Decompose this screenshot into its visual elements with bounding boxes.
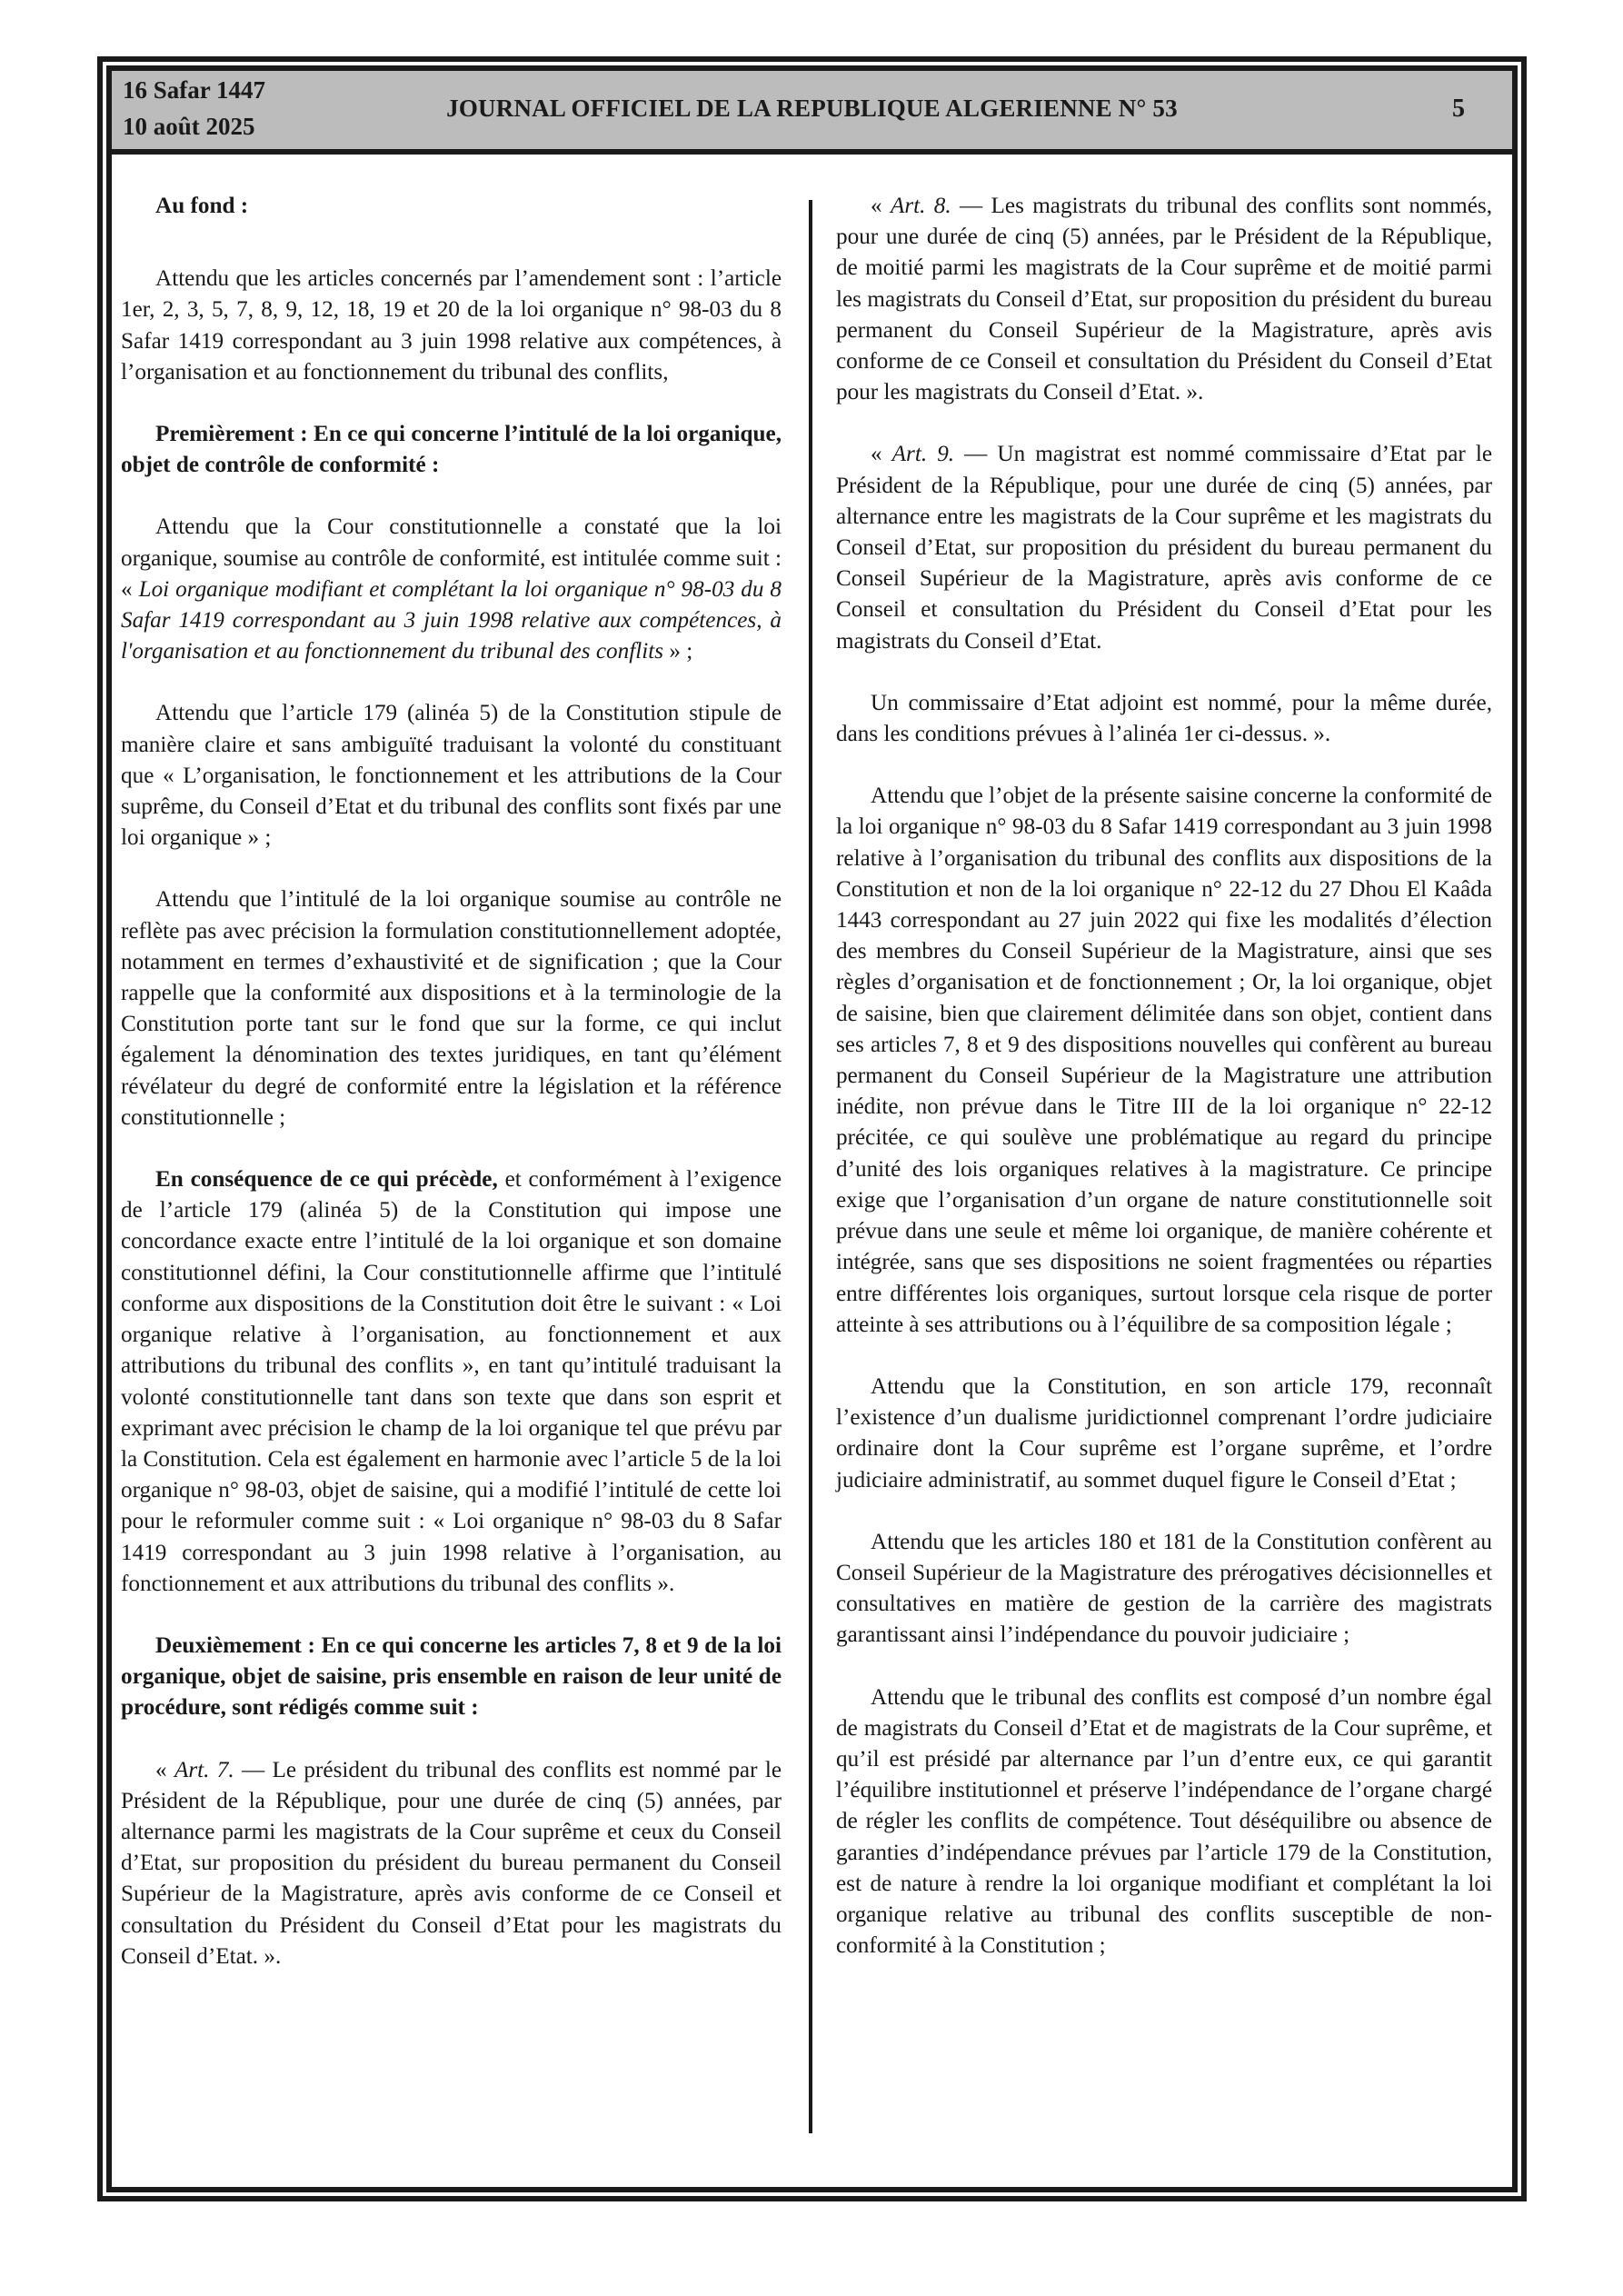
bold-lead: En conséquence de ce qui précède, [155,1167,498,1193]
journal-title: JOURNAL OFFICIEL DE LA REPUBLIQUE ALGERIENNE N° 53 [446,95,1178,122]
quote-open: « [871,194,891,218]
heading-premierement: Premièrement : En ce qui concerne l’intitulé de la loi organique, objet de contrôle de conformité : [121,422,782,478]
text: » ; [663,639,693,664]
text: — Le président du tribunal des conflits est nommé par le Président de la République, pour une durée de cinq (5) années, par alternance parmi les magistrats de la Cour suprême et ceux du Conseil d’Etat, sur proposition du président du bureau permanent du Conseil Supérieur de la Magistrature, après avis conforme de ce Conseil et consultation du Président du Conseil d’Etat pour les magistrats du Conseil d’Etat. ». [121,1757,782,1969]
page-header [112,71,1512,155]
paragraph-intitule-constate [121,512,782,667]
paragraph-article-179: Attendu que l’article 179 (alinéa 5) de la Constitution stipule de manière claire et sans ambiguïté traduisant la volonté du constituant que « L’organisation, le fonctionnement et les attributions de la Cour suprême, du Conseil d’Etat et du tribunal des conflits sont fixés par une loi organique » ; [121,701,782,851]
article-8 [836,191,1492,408]
hijri-date: 16 Safar 1447 [123,76,266,104]
section-heading-au-fond: Au fond : [155,194,249,218]
article-7 [121,1755,782,1972]
quote-open: « [155,1757,174,1782]
column-divider [809,200,812,2133]
quoted-title: Loi organique modifiant et complétant la loi organique n° 98-03 du 8 Safar 1419 correspondant au 3 juin 1998 relative aux compétences, à l'organisation et au fonctionnement du tribunal des conflits [121,576,782,664]
gregorian-date: 10 août 2025 [123,113,255,140]
paragraph-articles-180-181: Attendu que les articles 180 et 181 de la Constitution confèrent au Conseil Supérieur de la Magistrature des prérogatives décisionnelles et consultatives en matière de gestion de la carrière des magistrats garantissant ainsi l’indépendance du pouvoir judiciaire ; [836,1529,1492,1648]
paragraph-intitule-precision: Attendu que l’intitulé de la loi organique soumise au contrôle ne reflète pas avec précision la formulation constitutionnellement adoptée, notamment en termes d’exhaustivité et de signification ; que la Cour rappelle que la conformité aux dispositions et à la terminologie de la Constitution porte tant sur le fond que sur la forme, ce qui inclut également la dénomination des textes juridiques, en tant qu’élément révélateur du degré de conformité entre la législation et la référence constitutionnelle ; [121,887,782,1130]
left-column [121,191,782,2003]
article-label: Art. 8. [890,194,951,218]
paragraph-objet-saisine: Attendu que l’objet de la présente saisine concerne la conformité de la loi organique n° 98-03 du 8 Safar 1419 correspondant au 3 juin 1998 relative à l’organisation du tribunal des conflits aux dispositions de la Constitution et non de la loi organique n° 22-12 du 27 Dhou El Kaâda 1443 correspondant au 27 juin 2022 qui fixe les modalités d’élection des membres du Conseil Supérieur de la Magistrature, ainsi que ses règles d’organisation et de fonctionnement ; Or, la loi organique, objet de saisine, bien que clairement délimitée dans son objet, contient dans ses articles 7, 8 et 9 des dispositions nouvelles qui confèrent au bureau permanent du Conseil Supérieur de la Magistrature une attribution inédite, non prévue dans le Titre III de la loi organique n° 22-12 précitée, ce qui soulève une problématique au regard du principe d’unité des lois organiques relatives à la magistrature. Ce principe exige que l’organisation d’un organe de nature constitutionnelle soit prévue dans une seule et même loi organique, de manière cohérente et intégrée, sans que ses dispositions ne soient fragmentées ou réparties entre différentes lois organiques, surtout lorsque cela risque de porter atteinte à ses attributions ou à l’équilibre de sa composition légale ; [836,784,1492,1337]
text: — Un magistrat est nommé commissaire d’Etat par le Président de la République, pour une durée de cinq (5) années, par alternance entre les magistrats de la Cour suprême et les magistrats du Conseil d’Etat, sur proposition du président du bureau permanent du Conseil Supérieur de la Magistrature, après avis conforme de ce Conseil et consultation du Président du Conseil d’Etat pour les magistrats du Conseil d’Etat. [836,442,1493,654]
article-label: Art. 7. [174,1757,234,1782]
quote-open: « [871,442,892,467]
paragraph-en-consequence [121,1164,782,1600]
right-column [836,191,1492,1992]
page-number: 5 [1452,95,1465,123]
text: — Les magistrats du tribunal des conflits sont nommés, pour une durée de cinq (5) années, par le Président de la République, de moitié parmi les magistrats de la Cour suprême et de moitié parmi les magistrats du Conseil d’Etat, sur proposition du président du bureau permanent du Conseil Supérieur de la Magistrature, après avis conforme de ce Conseil et consultation du Président du Conseil d’Etat pour les magistrats du Conseil d’Etat. ». [836,194,1493,405]
article-9 [836,439,1492,656]
heading-deuxiemement: Deuxièmement : En ce qui concerne les articles 7, 8 et 9 de la loi organique, objet de saisine, pris ensemble en raison de leur unité de procédure, sont rédigés comme suit : [121,1632,782,1721]
paragraph-dualisme: Attendu que la Constitution, en son article 179, reconnaît l’existence d’un dualisme juridictionnel comprenant l’ordre judiciaire ordinaire dont la Cour suprême est l’organe suprême, et l’ordre judiciaire administratif, au sommet duquel figure le Conseil d’Etat ; [836,1373,1492,1492]
article-label: Art. 9. [891,442,955,467]
paragraph-articles-concernes: Attendu que les articles concernés par l’amendement sont : l’article 1er, 2, 3, 5, 7, 8, 9, 12, 18, 19 et 20 de la loi organique n° 98-03 du 8 Safar 1419 correspondant au 3 juin 1998 relative aux compétences, à l’organisation et au fonctionnement du tribunal des conflits, [121,266,782,384]
paragraph-commissaire-adjoint: Un commissaire d’Etat adjoint est nommé, pour la même durée, dans les conditions prévues à l’alinéa 1er ci-dessus. ». [836,690,1492,747]
paragraph-composition-tribunal: Attendu que le tribunal des conflits est composé d’un nombre égal de magistrats du Conseil d’Etat et de magistrats de la Cour suprême, et qu’il est présidé par alternance par l’un d’entre eux, ce qui garantit l’équilibre institutionnel et préserve l’indépendance de l’organe chargé de régler les conflits de compétence. Tout déséquilibre ou absence de garanties d’indépendance prévues par l’article 179 de la Constitution, est de nature à rendre la loi organique modifiant et complétant la loi organique relative au tribunal des conflits susceptible de non-conformité à la Constitution ; [836,1684,1492,1959]
text: et conformément à l’exigence de l’article 179 (alinéa 5) de la Constitution qui impose une concordance exacte entre l’intitulé de la loi organique et son domaine constitutionnel défini, la Cour constitutionnelle affirme que l’intitulé conforme aux dispositions de la Constitution doit être le suivant : « Loi organique relative à l’organisation, au fonctionnement et aux attributions du tribunal des conflits », en tant qu’intitulé traduisant la volonté constitutionnelle tant dans son texte que dans son esprit et exprimant avec précision le champ de la loi organique tel que prévu par la Constitution. Cela est également en harmonie avec l’article 5 de la loi organique n° 98-03, objet de saisine, qui a modifié l’intitulé de cette loi pour le reformuler comme suit : « Loi organique n° 98-03 du 8 Safar 1419 correspondant au 3 juin 1998 relative à l’organisation, au fonctionnement et aux attributions du tribunal des conflits ». [121,1167,782,1596]
text: Attendu que la Cour constitutionnelle a constaté que la loi organique, soumise au contrôle de conformité, est intitulée comme suit : « [121,514,782,602]
